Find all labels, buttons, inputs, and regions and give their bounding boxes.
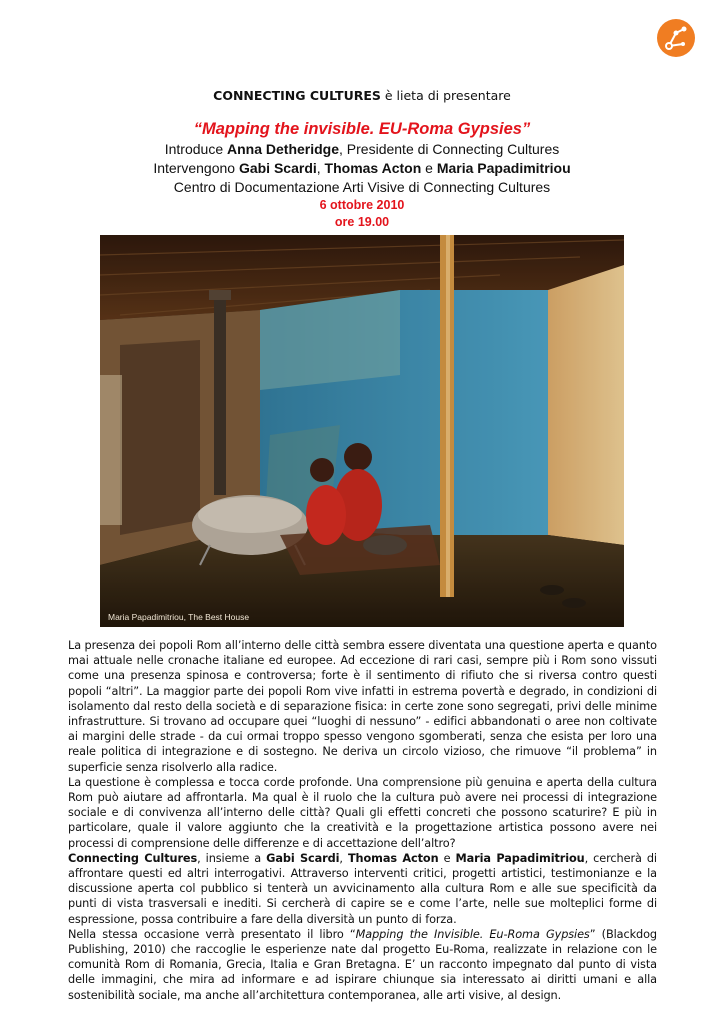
p4-text-a: Nella stessa occasione verrà presentato il libro “ bbox=[68, 927, 356, 941]
body-text bbox=[68, 638, 657, 1003]
p4-text-rest: ” (Blackdog Publishing, 2010) che raccoglie le esperienze nate dal progetto Eu-Roma, realizzate in relazione con le comunità Rom di Romania, Grecia, Italia e Gran Bretagna. E’ un racconto impegnato dal punto di vista delle immagini, che mira ad informare e ad ispirare chiunque sia interessato ai diritti umani e alla sostenibilità sociale, ma anche all’architettura contemporanea, alle arti visive, al design. bbox=[68, 927, 657, 1002]
p3-name-2: Thomas Acton bbox=[347, 851, 439, 865]
speaker-2: Thomas Acton bbox=[324, 160, 422, 176]
speakers-prefix: Intervengono bbox=[153, 160, 239, 176]
org-name: CONNECTING CULTURES bbox=[213, 88, 381, 103]
p3-name-1: Gabi Scardi bbox=[266, 851, 340, 865]
speaker-3: Maria Papadimitriou bbox=[436, 160, 571, 176]
p3-text-c: e bbox=[438, 851, 456, 865]
event-date: 6 ottobre 2010 bbox=[319, 198, 405, 212]
p3-text-b: , bbox=[339, 851, 348, 865]
p3-text-rest: , cercherà di affrontare questi ed altri interrogativi. Attraverso interventi critici, progetti artistici, testimonianze e la discussione aperta col pubblico si tenterà un avvicinamento alla cultura Rom e alle sue specificità da punti di vista trasversali e inediti. Si cercherà di capire se e come l’arte, nelle sue molteplici forme di espressione, possa contribuire a fare della diversità un punto di forza. bbox=[68, 851, 657, 926]
venue: Centro di Documentazione Arti Visive di Connecting Cultures bbox=[173, 179, 551, 195]
p4-book-title: Mapping the Invisible. Eu-Roma Gypsies bbox=[355, 927, 590, 941]
connecting-cultures-logo-icon bbox=[657, 19, 695, 57]
introducer-line bbox=[0, 140, 724, 159]
introducer-prefix: Introduce bbox=[164, 141, 227, 157]
p3-name-3: Maria Papadimitriou bbox=[455, 851, 585, 865]
paragraph-2: La questione è complessa e tocca corde profonde. Una comprensione più genuina e aperta della cultura Rom può aiutare ad affrontarla. Ma qual è il ruolo che la cultura può avere nei processi di integrazione sociale e di convivenza all’interno delle città? Quali gli effetti concreti che possono scaturire? E più in particolare, quale il valore aggiunto che la creatività e la progettazione artistica possono avere nei processi di comprensione delle differenze e di accettazione dell’altro? bbox=[68, 775, 657, 850]
intro-tail: è lieta di presentare bbox=[380, 88, 511, 103]
speaker-sep-2: e bbox=[421, 160, 437, 176]
paragraph-1: La presenza dei popoli Rom all’interno delle città sembra essere diventata una questione aperta e quanto mai attuale nelle cronache italiane ed europee. Ad eccezione di rari casi, sempre più i Rom sono vissuti come una presenza spinosa e controversa; forte è il sentimento di rifiuto che si riversa contro questi popoli “altri”. La maggior parte dei popoli Rom vive infatti in estrema povertà e degrado, in condizioni di isolamento dal resto della società e di separazione fisica: in certe zone sono segregati, privi delle minime infrastrutture. Si trovano ad occupare quei “luoghi di nessuno” - edifici abbandonati o aree non coltivate ai margini delle strade - da cui ormai troppo spesso vengono sgomberati, senza che esista per loro una reale politica di integrazione e di sostegno. Ne deriva un circolo vizioso, che rimuove “il problema” in superficie senza risolverlo alla radice. bbox=[68, 639, 657, 774]
speaker-sep-1: , bbox=[316, 160, 325, 176]
photo-caption: Maria Papadimitriou, The Best House bbox=[108, 612, 250, 622]
event-photo bbox=[100, 235, 624, 627]
p3-text-a: , insieme a bbox=[197, 851, 267, 865]
speakers-line bbox=[0, 159, 724, 178]
p3-name-0: Connecting Cultures bbox=[68, 851, 198, 865]
introducer-name: Anna Detheridge bbox=[227, 141, 340, 157]
intro-line bbox=[0, 87, 724, 104]
paragraph-3 bbox=[68, 851, 657, 927]
event-title: “Mapping the invisible. EU-Roma Gypsies” bbox=[193, 120, 531, 138]
paragraph-4 bbox=[68, 927, 657, 1003]
speaker-1: Gabi Scardi bbox=[238, 160, 317, 176]
event-time: ore 19.00 bbox=[334, 215, 390, 229]
introducer-suffix: , Presidente di Connecting Cultures bbox=[339, 141, 560, 157]
event-header bbox=[0, 87, 724, 231]
